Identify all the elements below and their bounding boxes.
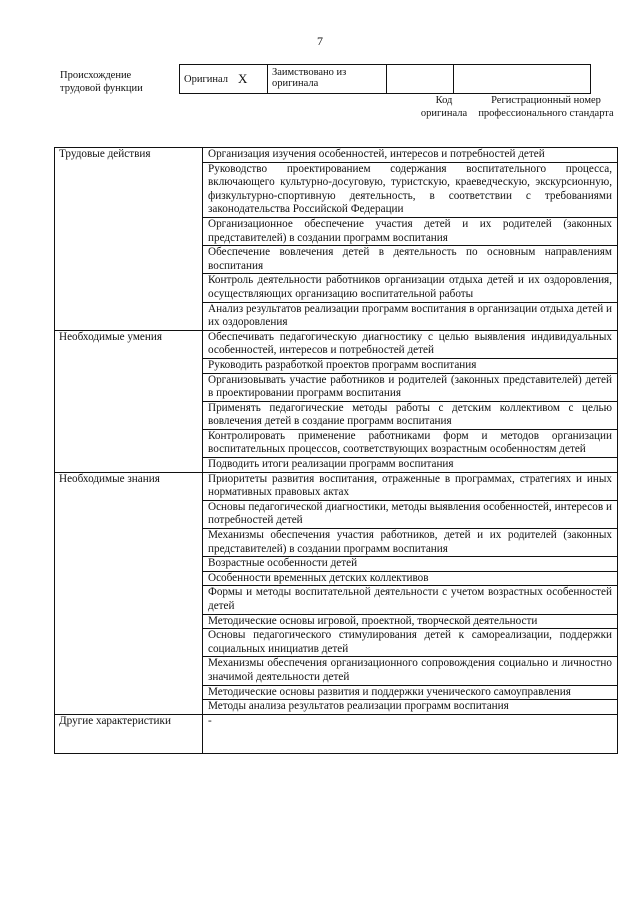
section-title: Необходимые знания [55,472,203,714]
section-item: Методические основы игровой, проектной, творческой деятельности [203,614,618,629]
section-item: Основы педагогической диагностики, методы выявления особенностей, интересов и потребностей детей [203,500,618,528]
table-row [55,148,618,163]
original-mark: X [234,65,268,94]
origin-table [179,64,591,94]
section-item: Основы педагогического стимулирования детей к самореализации, поддержки социальных инициатив детей [203,629,618,657]
section-item: Контролировать применение работниками форм и методов организации воспитательных процессов, соответствующих возрастным особенностям детей [203,429,618,457]
code-label: Код оригинала [420,95,468,119]
section-item: Подводить итоги реализации программ воспитания [203,458,618,473]
section-item: Методические основы развития и поддержки ученического самоуправления [203,685,618,700]
section-item: Приоритеты развития воспитания, отраженные в программах, стратегиях и иных нормативных правовых актах [203,472,618,500]
section-item: Организовывать участие работников и родителей (законных представителей) детей в проектировании программ воспитания [203,373,618,401]
section-title: Необходимые умения [55,330,203,472]
section-title: Трудовые действия [55,148,203,331]
original-label: Оригинал [180,65,235,94]
table-row [55,714,618,753]
code-cell [387,65,454,94]
section-item: Особенности временных детских коллективов [203,571,618,586]
section-item: Методы анализа результатов реализации программ воспитания [203,700,618,715]
reg-number-label: Регистрационный номер профессионального стандарта [478,95,614,119]
borrowed-label: Заимствовано из оригинала [268,65,387,94]
section-title: Другие характеристики [55,714,203,753]
reg-number-cell [454,65,591,94]
section-item: - [203,714,618,753]
section-item: Обеспечение вовлечения детей в деятельность по основным направлениям воспитания [203,246,618,274]
section-item: Организационное обеспечение участия детей и их родителей (законных представителей) в создании программ воспитания [203,217,618,245]
section-item: Механизмы обеспечения организационного сопровождения социально и личностно значимой деятельности детей [203,657,618,685]
page-number: 7 [317,34,323,48]
section-item: Механизмы обеспечения участия работников, детей и их родителей (законных представителей) в создании программ воспитания [203,529,618,557]
labor-function-table [54,147,618,754]
section-item: Формы и методы воспитательной деятельности с учетом возрастных особенностей детей [203,586,618,614]
section-item: Организация изучения особенностей, интересов и потребностей детей [203,148,618,163]
table-row [55,472,618,500]
section-item: Применять педагогические методы работы с детским коллективом с целью вовлечения детей в создание программ воспитания [203,401,618,429]
section-item: Анализ результатов реализации программ воспитания в организации отдыха детей и их оздоровления [203,302,618,330]
section-item: Обеспечивать педагогическую диагностику с целью выявления индивидуальных особенностей, интересов и потребностей детей [203,330,618,358]
origin-label: Происхождение трудовой функции [60,70,143,94]
section-item: Руководство проектированием содержания воспитательного процесса, включающего культурно-досуговую, туристскую, краеведческую, экскурсионную, физкультурно-спортивную деятельность, в соответствии с требованиями законодательства Российской Федерации [203,162,618,217]
section-item: Руководить разработкой проектов программ воспитания [203,358,618,373]
table-row [55,330,618,358]
section-item: Возрастные особенности детей [203,557,618,572]
section-item: Контроль деятельности работников организации отдыха детей и их оздоровления, осуществляющих организацию воспитательной работы [203,274,618,302]
